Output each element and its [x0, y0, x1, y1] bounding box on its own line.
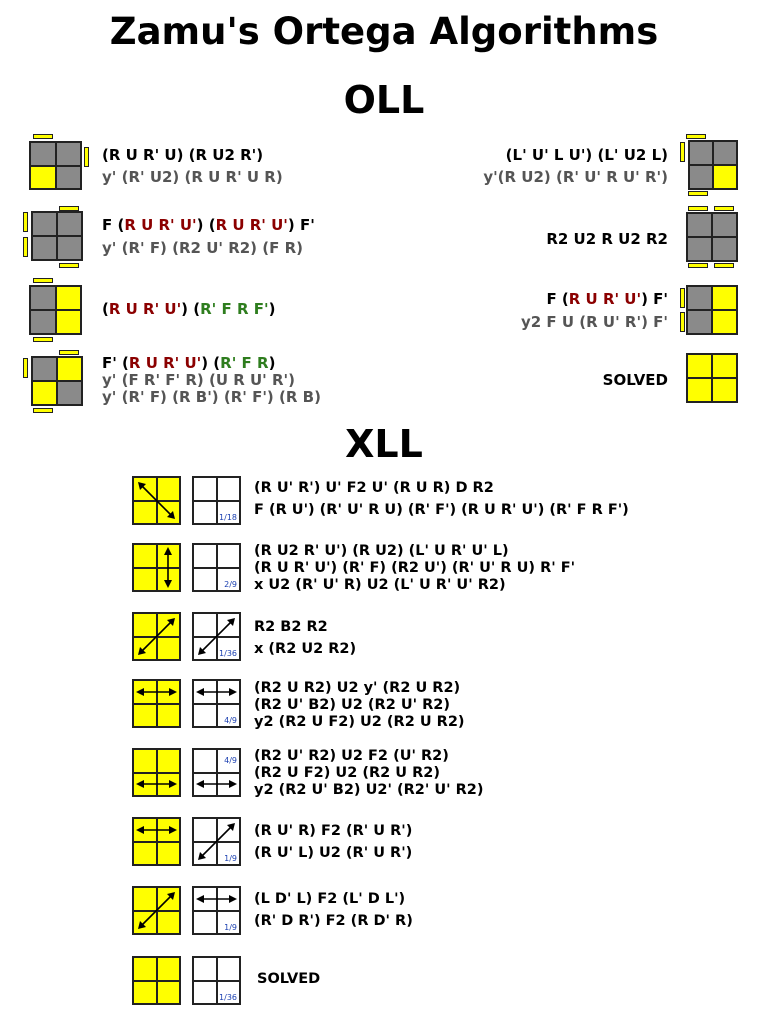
side-sticker — [688, 263, 708, 268]
oll-algorithm: (R U R' U) (R U2 R') y' (R' U2) (R U R' U R) — [102, 146, 283, 186]
oll-cube-diagram — [31, 211, 83, 261]
xll-top-diagram — [132, 956, 181, 1005]
side-sticker — [680, 142, 685, 162]
swap-arrow-icon — [134, 888, 179, 933]
xll-algorithm: (L D' L) F2 (L' D L') (R' D R') F2 (R D' R) — [254, 891, 413, 929]
xll-bottom-diagram — [192, 679, 241, 728]
side-sticker — [688, 206, 708, 211]
oll-algorithm: F' (R U R' U') (R' F R) y' (F R' F' R) (U R U' R') y' (R' F) (R B') (R' F') (R B) — [102, 354, 321, 406]
xll-bottom-diagram — [192, 748, 241, 797]
side-sticker — [23, 212, 28, 232]
xll-bottom-diagram — [192, 476, 241, 525]
oll-algorithm: (L' U' L U') (L' U2 L) y'(R U2) (R' U' R U' R') — [483, 146, 668, 186]
xll-bottom-diagram — [192, 956, 241, 1005]
xll-top-diagram — [132, 543, 181, 592]
oll-algorithm: F (R U R' U') F' y2 F U (R U' R') F' — [521, 290, 668, 331]
swap-arrow-icon — [134, 681, 179, 726]
swap-arrow-icon — [134, 614, 179, 659]
side-sticker — [33, 337, 53, 342]
page-title: Zamu's Ortega Algorithms — [109, 10, 659, 53]
side-sticker — [33, 408, 53, 413]
probability-label: 1/18 — [219, 513, 237, 522]
oll-heading: OLL — [343, 78, 425, 122]
oll-cube-diagram — [688, 140, 738, 190]
side-sticker — [688, 191, 708, 196]
side-sticker — [714, 206, 734, 211]
side-sticker — [84, 147, 89, 167]
side-sticker — [33, 134, 53, 139]
swap-arrow-icon — [134, 478, 179, 523]
probability-label: 1/36 — [219, 649, 237, 658]
xll-algorithm: (R U' R') U' F2 U' (R U R) D R2 F (R U') (R' U' R U) (R' F') (R U R' U') (R' F R F') — [254, 480, 629, 518]
side-sticker — [686, 134, 706, 139]
xll-solved-label: SOLVED — [257, 971, 321, 987]
side-sticker — [33, 278, 53, 283]
xll-bottom-diagram — [192, 543, 241, 592]
side-sticker — [59, 263, 79, 268]
xll-top-diagram — [132, 817, 181, 866]
xll-top-diagram — [132, 612, 181, 661]
xll-algorithm: (R2 U R2) U2 y' (R2 U R2) (R2 U' B2) U2 (R2 U' R2) y2 (R2 U F2) U2 (R2 U R2) — [254, 680, 465, 730]
side-sticker — [23, 358, 28, 378]
oll-cube-diagram — [31, 356, 83, 406]
side-sticker — [680, 288, 685, 308]
probability-label: 4/9 — [224, 716, 237, 725]
xll-algorithm: (R U' R) F2 (R' U R') (R U' L) U2 (R' U R') — [254, 823, 413, 861]
xll-top-diagram — [132, 886, 181, 935]
xll-bottom-diagram — [192, 886, 241, 935]
side-sticker — [23, 237, 28, 257]
oll-cube-diagram — [686, 285, 738, 335]
xll-heading: XLL — [345, 422, 423, 466]
xll-bottom-diagram — [192, 612, 241, 661]
xll-top-diagram — [132, 748, 181, 797]
oll-cube-diagram — [686, 212, 738, 262]
swap-arrow-icon — [134, 545, 179, 590]
oll-cube-diagram — [686, 353, 738, 403]
oll-algorithm: F (R U R' U') (R U R' U') F' y' (R' F) (R2 U' R2) (F R) — [102, 216, 315, 257]
probability-label: 4/9 — [224, 756, 237, 765]
side-sticker — [714, 263, 734, 268]
probability-label: 1/36 — [219, 993, 237, 1002]
xll-algorithm: R2 B2 R2 x (R2 U2 R2) — [254, 619, 357, 657]
oll-cube-diagram — [29, 285, 82, 335]
swap-arrow-icon — [134, 750, 179, 795]
oll-cube-diagram — [29, 141, 82, 190]
probability-label: 1/9 — [224, 854, 237, 863]
oll-algorithm: (R U R' U') (R' F R F') — [102, 300, 276, 318]
oll-solved-label: SOLVED — [602, 371, 668, 389]
swap-arrow-icon — [134, 819, 179, 864]
probability-label: 1/9 — [224, 923, 237, 932]
xll-top-diagram — [132, 476, 181, 525]
side-sticker — [680, 312, 685, 332]
side-sticker — [59, 350, 79, 355]
xll-bottom-diagram — [192, 817, 241, 866]
xll-algorithm: (R U2 R' U') (R U2) (L' U R' U' L) (R U R' U') (R' F) (R2 U') (R' U' R U) R' F' x U2 (R' U' R) U2 (L' U R' U' R2) — [254, 543, 576, 593]
probability-label: 2/9 — [224, 580, 237, 589]
xll-top-diagram — [132, 679, 181, 728]
xll-algorithm: (R2 U' R2) U2 F2 (U' R2) (R2 U F2) U2 (R2 U R2) y2 (R2 U' B2) U2' (R2' U' R2) — [254, 748, 484, 798]
oll-algorithm: R2 U2 R U2 R2 — [546, 230, 668, 248]
